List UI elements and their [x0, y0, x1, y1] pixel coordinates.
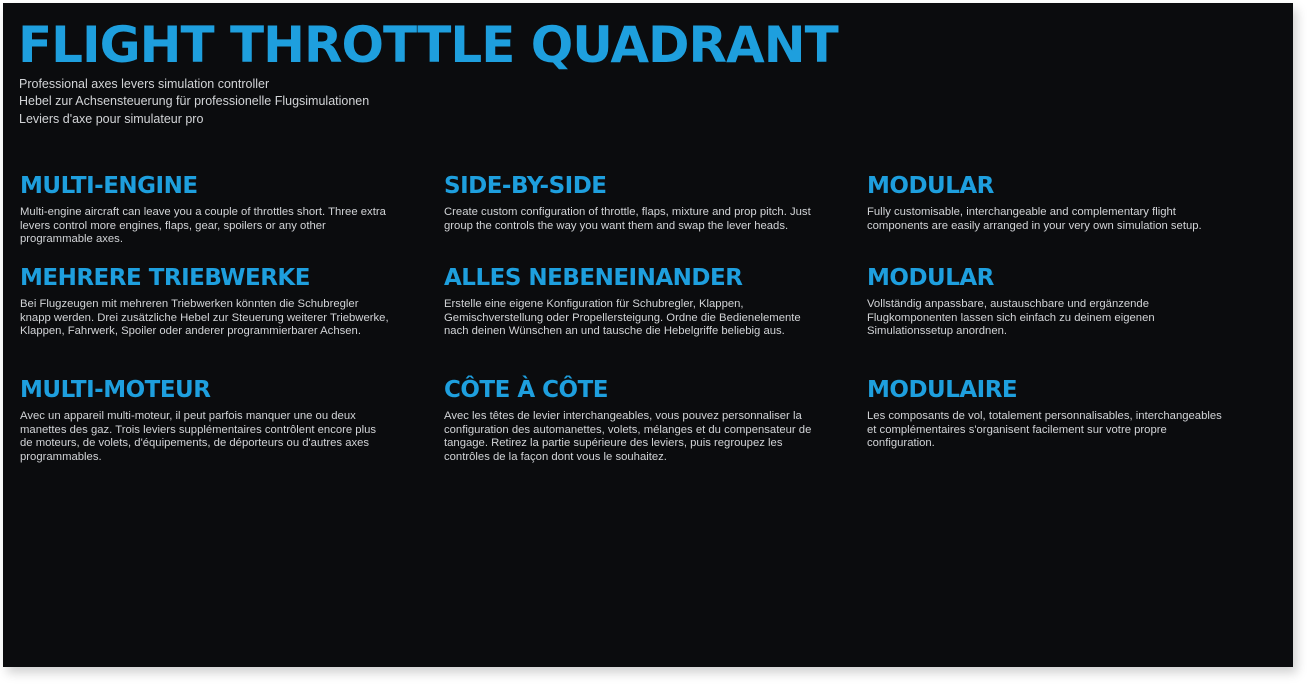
feature-heading: MODULAIRE — [867, 377, 1018, 403]
feature-description: Multi-engine aircraft can leave you a couple of throttles short. Three extra levers control more engines, flaps, gear, spoilers or any other programmable axes. — [20, 206, 386, 245]
feature-block-german — [444, 263, 834, 339]
feature-description: Fully customisable, interchangeable and complementary flight components are easily arranged in your very own simulation setup. — [867, 206, 1202, 232]
feature-description: Vollständig anpassbare, austauschbare und ergänzende Flugkomponenten lassen sich einfach zu deinem eigenen Simulationssetup anordnen. — [867, 298, 1155, 337]
subtitle-french: Leviers d'axe pour simulateur pro — [19, 111, 204, 126]
feature-heading: MODULAR — [867, 265, 994, 291]
feature-block-french — [444, 375, 834, 464]
feature-description: Les composants de vol, totalement personnalisables, interchangeables et complémentaires s'organisent facilement sur votre propre configuration. — [867, 410, 1222, 449]
page-title: FLIGHT THROTTLE QUADRANT — [18, 16, 838, 74]
feature-block-german — [20, 263, 410, 339]
feature-heading: MULTI-ENGINE — [20, 173, 198, 199]
feature-heading: CÔTE À CÔTE — [444, 377, 608, 403]
feature-heading: MEHRERE TRIEBWERKE — [20, 265, 310, 291]
feature-block-english — [444, 171, 834, 233]
product-feature-panel — [3, 3, 1293, 667]
subtitle-german: Hebel zur Achsensteuerung für professionelle Flugsimulationen — [19, 94, 370, 109]
feature-block-english — [867, 171, 1257, 233]
subtitle-english: Professional axes levers simulation controller — [19, 77, 270, 91]
feature-block-french — [867, 375, 1257, 451]
feature-block-french — [20, 375, 410, 464]
feature-block-german — [867, 263, 1257, 339]
subtitle-group — [19, 76, 619, 128]
feature-heading: MODULAR — [867, 173, 994, 199]
feature-description: Create custom configuration of throttle, flaps, mixture and prop pitch. Just group the controls the way you want them and swap the lever heads. — [444, 206, 811, 232]
feature-description: Erstelle eine eigene Konfiguration für Schubregler, Klappen, Gemischverstellung oder Propellersteigung. Ordne die Bedienelemente nach deinen Wünschen an und tausche die Hebelgriffe beliebig aus. — [444, 298, 801, 337]
feature-description: Bei Flugzeugen mit mehreren Triebwerken könnten die Schubregler knapp werden. Drei zusätzliche Hebel zur Steuerung weiterer Triebwerke, Klappen, Fahrwerk, Spoiler oder anderer programmierbarer Achsen. — [20, 298, 389, 337]
feature-heading: ALLES NEBENEINANDER — [444, 265, 743, 291]
feature-heading: MULTI-MOTEUR — [20, 377, 211, 403]
feature-heading: SIDE-BY-SIDE — [444, 173, 607, 199]
feature-description: Avec un appareil multi-moteur, il peut parfois manquer une ou deux manettes des gaz. Trois leviers supplémentaires contrôlent encore plus de moteurs, de volets, d'équipements, de déporteurs ou d'autres axes programmables. — [20, 410, 377, 463]
feature-block-english — [20, 171, 410, 247]
feature-description: Avec les têtes de levier interchangeables, vous pouvez personnaliser la configuration des automanettes, volets, mélanges et du compensateur de tangage. Retirez la partie supérieure des leviers, puis regroupez les contrôles de la façon dont vous le souhaitez. — [444, 410, 812, 463]
